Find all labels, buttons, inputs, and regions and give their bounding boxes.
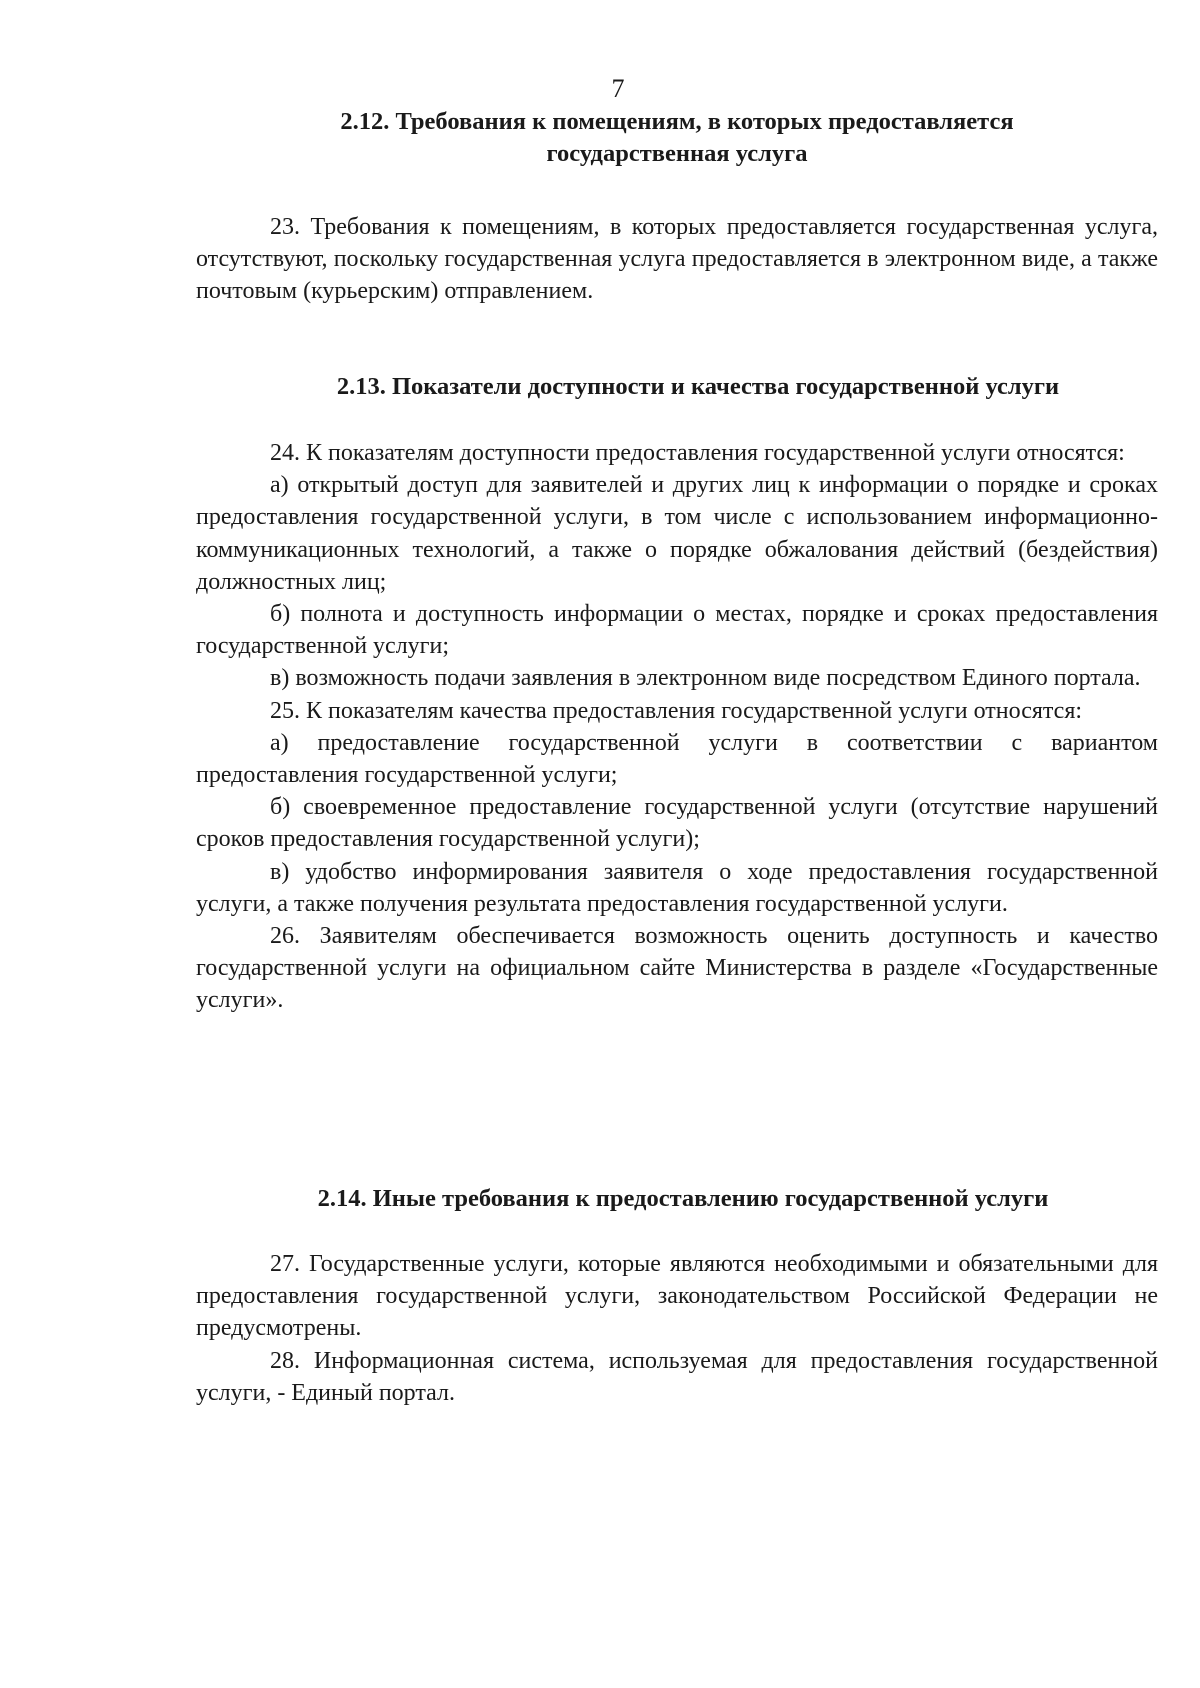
section-2-13 bbox=[196, 371, 1158, 403]
paragraph-25-b: б) своевременное предоставление государственной услуги (отсутствие нарушений сроков предоставления государственной услуги); bbox=[196, 794, 1158, 853]
section-heading: 2.14. Иные требования к предоставлению государственной услуги bbox=[317, 1185, 1049, 1212]
section-heading: 2.13. Показатели доступности и качества государственной услуги bbox=[336, 373, 1060, 400]
section-2-13-body bbox=[196, 437, 1158, 1017]
page-number: 7 bbox=[611, 74, 625, 103]
paragraph-26: 26. Заявителям обеспечивается возможность оценить доступность и качество государственной услуги на официальном сайте Министерства в разделе «Государственные услуги». bbox=[196, 923, 1158, 1014]
section-2-14-body bbox=[196, 1248, 1158, 1409]
paragraph-27: 27. Государственные услуги, которые являются необходимыми и обязательными для предоставления государственной услуги, законодательством Российской Федерации не предусмотрены. bbox=[196, 1251, 1158, 1342]
paragraph-24-c: в) возможность подачи заявления в электронном виде посредством Единого портала. bbox=[270, 665, 1141, 692]
paragraph-28: 28. Информационная система, используемая для предоставления государственной услуги, - Единый портал. bbox=[196, 1347, 1158, 1406]
paragraph-24-b: б) полнота и доступность информации о местах, порядке и сроках предоставления государственной услуги; bbox=[196, 601, 1158, 660]
paragraph-25: 25. К показателям качества предоставления государственной услуги относятся: bbox=[270, 697, 1083, 724]
section-2-12 bbox=[196, 106, 1158, 170]
paragraph-24-a: а) открытый доступ для заявителей и других лиц к информации о порядке и сроках предоставления государственной услуги, в том числе с использованием информационно-коммуникационных технологий, а также о порядке обжалования действий (бездействия) должностных лиц; bbox=[196, 472, 1158, 595]
section-heading-continuation: государственная услуга bbox=[546, 140, 808, 167]
section-2-14 bbox=[196, 1183, 1158, 1215]
section-2-12-body bbox=[196, 211, 1158, 308]
paragraph-25-c: в) удобство информирования заявителя о ходе предоставления государственной услуги, а также получения результата предоставления государственной услуги. bbox=[196, 858, 1158, 917]
paragraph-23: 23. Требования к помещениям, в которых предоставляется государственная услуга, отсутствуют, поскольку государственная услуга предоставляется в электронном виде, а также почтовым (курьерским) отправлением. bbox=[196, 214, 1158, 305]
paragraph-24: 24. К показателям доступности предоставления государственной услуги относятся: bbox=[270, 440, 1125, 466]
paragraph-25-a: а) предоставление государственной услуги в соответствии с вариантом предоставления государственной услуги; bbox=[196, 729, 1158, 789]
section-heading: 2.12. Требования к помещениям, в которых предоставляется bbox=[340, 108, 1014, 135]
